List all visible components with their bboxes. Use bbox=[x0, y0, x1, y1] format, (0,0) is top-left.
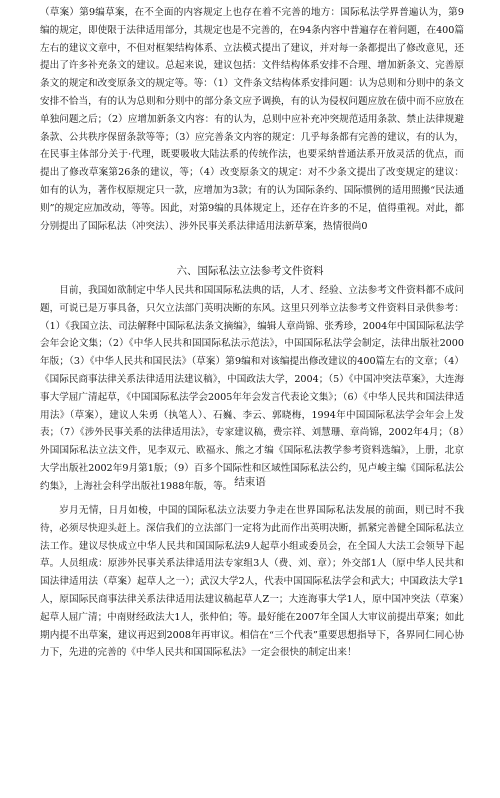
continued-paragraph: （草案）第9编草案，在不全面的内容规定上也存在着不完善的地方：国际私法学界普遍认为，第9编的规定，即使限于法律适用部分，其规定也是不完善的，在94条内容中普遍存在着问题，在400篇左右的建议文章中，不但对框架结构体系、立法模式提出了建议，并对每一条都提出了修改意见，还提出了许多补充条文的建议。总起来说，建议包括：文件结构体系安排不合理、增加新条文、完善原条文的规定和改变原条文的规定等。等：（1）文件条文结构体系安排问题：认为总则和分则中的条文安排不恰当，有的认为总则和分则中的部分条文应予调换，有的认为侵权问题应放在债中而不应放在单独问题之后；（2）应增加新条文内容：有的认为，总则中应补充冲突规范适用条款、禁止法律规避条款、公共秩序保留条款等等；（3）应完善条文内容的规定：几乎每条都有完善的建议，有的认为，在民事主体部分关于·代理，既要吸收大陆法系的传统作法，也要采纳普通法系开放灵活的优点，而提出了修改草案第26条的建议，等；（4）改变原条文的规定：对不少条文提出了改变规定的建议：如有的认为，著作权原规定只一款，应增加为3款；有的认为国际条约、国际惯例的适用照搬“民法通则”的规定应加改动，等等。因此，对第9编的具体规定上，还存在许多的不足，值得重视。对此，都分别提出了国际私法（冲突法）、涉外民事关系法律适用法新草案，热情很尚0 bbox=[40, 7, 464, 232]
section-six-paragraph: 目前，我国如欲制定中华人民共和国国际私法典的话，人才、经验、立法参考文件资料都不成问题，可说已是万事具备，只欠立法部门英明决断的东风。这里只列举立法参考文件资料目录供参考：（1）《我国立法、司法解释中国际私法条文摘编》，编辑人章尚锦、张秀珍，2004年中国国际私法学会年会论文集；（2）《中华人民共和国国际私法示范法》，中国国际私法学会制定，法律出版社2000年版；（3）《中华人民共和国民法》（草案）第9编和对该编提出修改建议的400篇左右的文章；（4）《国际民商事法律关系法律适用法建议稿》，中国政法大学，2004；（5）《中国冲突法草案》，大连海事大学屈广清起草，《中国国际私法学会2005年年会发言代表论文集》；（6）《中华人民共和国法律适用法》（草案），建议人朱勇（执笔人）、石巍、李云、郭晓梅，1994年中国国际私法学会年会上发表；（7）《涉外民事关系的法律适用法》，专家建议稿，费宗祥、刘慧珊、章尚锦，2002年4月；（8）外国国际私法立法文件，见李双元、欧福永、熊之才编《国际私法教学参考资料选编》，上册，北京大学出版社2002年9月第1版；（9）百多个国际性和区域性国际私法公约，见卢峻主编《国际私法公约集》，上海社会科学出版社1988年版，等。 bbox=[40, 285, 464, 492]
section-six-heading: 六、国际私法立法参考文件资料 bbox=[176, 265, 324, 277]
conclusion-paragraph: 岁月无情，日月如梭，中国的国际私法立法要力争走在世界国际私法发展的前面，则已时不我待，必须尽快迎头赶上。深信我们的立法部门一定将为此而作出英明决断，抓紧完善健全国际私法立法工作。建议尽快成立中华人民共和国国际私法9人起草小组或委员会，在全国人大法工会领导下起草。人员组成：原涉外民事关系法律适用法专家组3人（费、刘、章）；外交部1人（原中华人民共和国法律适用法（草案）起草人之一）；武汉大学2人，代表中国国际私法学会和武大；中国政法大学1人，原国际民商事法律关系法律适用法建议稿起草人Z一；大连海事大学1人，原中国冲突法（草案）起草人屈广清；中南财经政法大1人，张仲伯；等。最好能在2007年全国人大审议前提出草案；如此期内提不出草案，建议再迟到2008年再审议。相信在“三个代表”重要思想指导下，各界同仁同心协力下，先进的完善的《中华人民共和国国际私法》一定会很快的制定出来！ bbox=[40, 505, 464, 659]
conclusion-heading: 结束语 bbox=[234, 476, 266, 488]
